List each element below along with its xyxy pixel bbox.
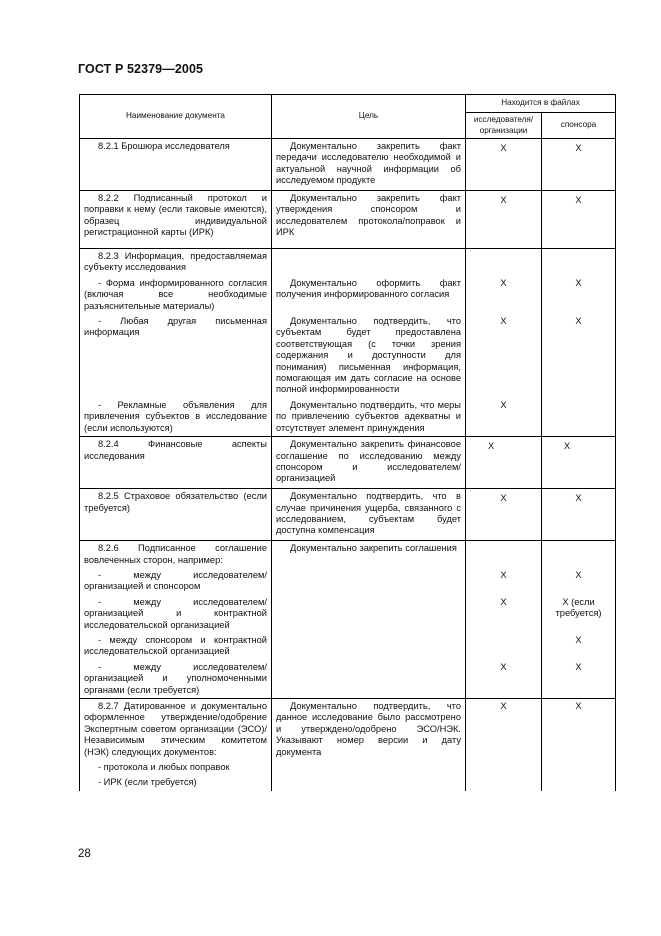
row-name: - ИРК (если требуется) <box>80 775 272 790</box>
row-name: - между исследователем/организацией и спонсором <box>80 568 272 595</box>
table-row <box>80 249 616 276</box>
table-row <box>80 191 616 249</box>
row-investigator-mark: X <box>466 398 542 437</box>
row-name: - Форма информированного согласия (включая все необходимые разъяснительные материалы) <box>80 276 272 314</box>
row-sponsor-mark: X <box>542 276 616 314</box>
table-row <box>80 660 616 699</box>
table-row <box>80 276 616 314</box>
table-header-row <box>80 95 616 113</box>
row-purpose: Документально закрепить финансовое соглашение по исследованию между спонсором и исследователем/организацией <box>272 437 466 489</box>
row-name: 8.2.2 Подписанный протокол и поправки к нему (если таковые имеются), образец индивидуальной регистрационной карты (ИРК) <box>80 191 272 249</box>
row-purpose: Документально закрепить факт утверждения спонсором и исследователем протокола/поправок и ИРК <box>272 191 466 249</box>
table-row <box>80 760 616 775</box>
row-sponsor-mark: X <box>542 633 616 660</box>
row-name: - протокола и любых поправок <box>80 760 272 775</box>
row-name: 8.2.1 Брошюра исследователя <box>80 139 272 191</box>
row-purpose: Документально закрепить соглашения <box>272 541 466 568</box>
row-name: - Любая другая письменная информация <box>80 314 272 398</box>
row-sponsor-mark: X <box>542 139 616 191</box>
table-row <box>80 437 616 489</box>
document-header: ГОСТ Р 52379—2005 <box>78 62 204 76</box>
row-purpose: Документально подтвердить, что субъектам будет предоставлена соответствующая (с точки зрения содержания и доступности для понимания) письменная информация, помогающая им дать согласие на основе полной информированности <box>272 314 466 398</box>
table-row <box>80 568 616 595</box>
row-investigator-mark: X <box>466 489 542 541</box>
page-number: 28 <box>78 848 91 860</box>
table-row <box>80 139 616 191</box>
row-purpose: Документально подтвердить, что меры по привлечению субъектов адекватны и отсутствует элемент принуждения <box>272 398 466 437</box>
header-sponsor: спонсора <box>542 113 616 139</box>
header-files-group: Находится в файлах <box>466 95 616 113</box>
row-purpose: Документально подтвердить, что данное исследование было рассмотрено и утверждено/одобрено ЭСО/НЭК. Указывают номер версии и дату документа <box>272 698 466 760</box>
essential-documents-table <box>79 94 616 791</box>
row-name: 8.2.7 Датированное и документально оформленное утверждение/одобрение Экспертным советом организации (ЭСО)/Независимым этическим комитетом (НЭК) следующих документов: <box>80 698 272 760</box>
row-name: 8.2.4 Финансовые аспекты исследования <box>80 437 272 489</box>
row-name: 8.2.3 Информация, предоставляемая субъекту исследования <box>80 249 272 276</box>
row-investigator-mark: X <box>466 191 542 249</box>
table-row <box>80 541 616 568</box>
row-purpose: Документально закрепить факт передачи исследователю необходимой и актуальной научной информации об исследуемом продукте <box>272 139 466 191</box>
row-investigator-mark: X <box>466 314 542 398</box>
row-investigator-mark: X <box>466 698 542 760</box>
row-sponsor-mark: X <box>542 568 616 595</box>
header-purpose: Цель <box>272 95 466 139</box>
table-row <box>80 595 616 633</box>
row-investigator-mark: X <box>466 595 542 633</box>
row-investigator-mark: X <box>466 276 542 314</box>
row-purpose: Документально подтвердить, что в случае причинения ущерба, связанного с исследованием, субъектам будет доступна компенсация <box>272 489 466 541</box>
header-document-name: Наименование документа <box>80 95 272 139</box>
row-sponsor-mark: X <box>542 698 616 760</box>
header-investigator: исследователя/ организации <box>466 113 542 139</box>
row-sponsor-mark: X <box>542 314 616 398</box>
row-sponsor-mark: X (если требуется) <box>542 595 616 633</box>
row-name: - между исследователем/организацией и уполномоченными органами (если требуется) <box>80 660 272 699</box>
table-row <box>80 489 616 541</box>
row-sponsor-mark: X <box>542 437 616 489</box>
row-name: - между спонсором и контрактной исследовательской организацией <box>80 633 272 660</box>
row-sponsor-mark: X <box>542 489 616 541</box>
row-sponsor-mark: X <box>542 191 616 249</box>
row-investigator-mark: X <box>466 660 542 699</box>
row-name: 8.2.6 Подписанное соглашение вовлеченных сторон, например: <box>80 541 272 568</box>
row-name: - Рекламные объявления для привлечения субъектов в исследование (если используются) <box>80 398 272 437</box>
table-row <box>80 633 616 660</box>
table-row <box>80 775 616 790</box>
row-investigator-mark: X <box>466 437 542 489</box>
row-investigator-mark: X <box>466 568 542 595</box>
row-investigator-mark: X <box>466 139 542 191</box>
row-purpose: Документально оформить факт получения информированного согласия <box>272 276 466 314</box>
table-row <box>80 314 616 398</box>
row-sponsor-mark: X <box>542 660 616 699</box>
row-name: 8.2.5 Страховое обязательство (если требуется) <box>80 489 272 541</box>
table-row <box>80 698 616 760</box>
row-name: - между исследователем/организацией и контрактной исследовательской организацией <box>80 595 272 633</box>
table-row <box>80 398 616 437</box>
